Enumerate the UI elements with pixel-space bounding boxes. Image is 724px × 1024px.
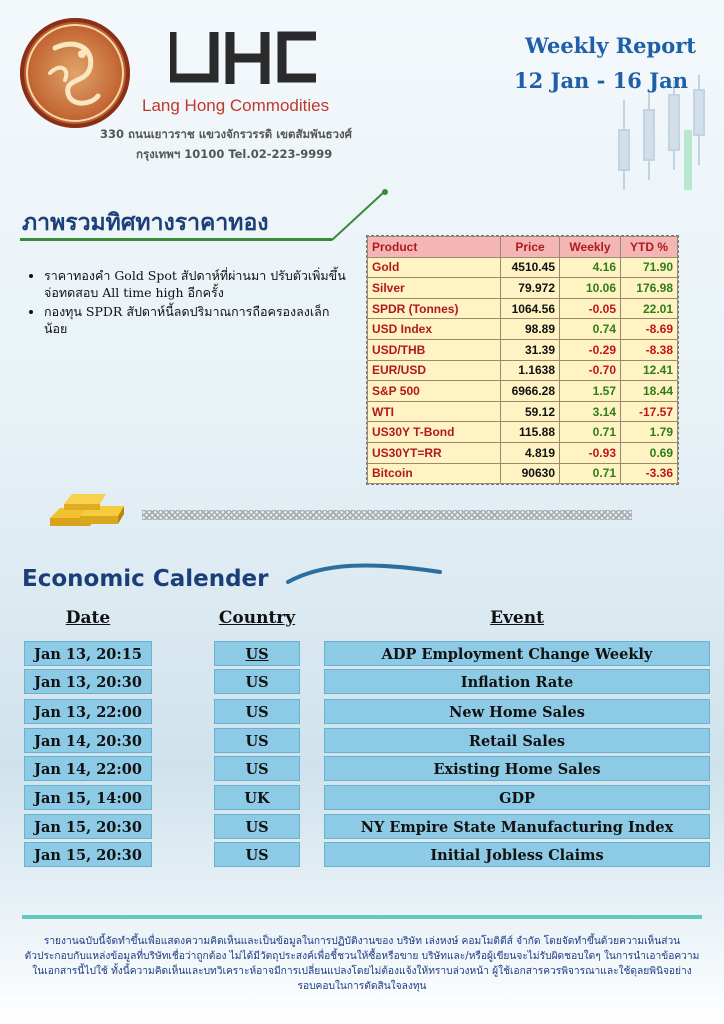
price-value: 98.89: [501, 319, 560, 340]
weekly-change: -0.70: [560, 360, 621, 381]
price-row: [368, 360, 678, 381]
calendar-country: US: [214, 641, 300, 666]
price-value: 115.88: [501, 422, 560, 443]
ytd-change: -3.36: [621, 463, 678, 484]
calendar-date: Jan 14, 22:00: [24, 756, 152, 781]
ytd-change: -8.69: [621, 319, 678, 340]
bullet-spdr: • กองทุน SPDR สัปดาห์นี้ลดปริมาณการถือครองลงเล็กน้อย: [44, 304, 346, 338]
calendar-country: US: [214, 669, 300, 694]
address-line-1: 330 ถนนเยาวราช แขวงจักรวรรดิ เขตสัมพันธวงศ์: [100, 127, 352, 141]
product-name: S&P 500: [368, 381, 501, 402]
overview-bullets: [26, 268, 346, 340]
disclaimer: รายงานฉบับนี้จัดทำขึ้นเพื่อแสดงความคิดเห็นและเป็นข้อมูลในการปฏิบัติงานของ บริษัท เล่งหงษ์ คอมโมดิตีส์ จำกัด โดยจัดทำขึ้นด้วยความเห็นส่วนตัวประกอบกับแหล่งข้อมูลที่บริษัทเชื่อว่าถูกต้อง ไม่ได้มีวัตถุประสงค์เพื่อชี้ชวนให้ซื้อหรือขาย บริษัทและ/หรือผู้เขียนจะไม่รับผิดชอบใดๆ ในการนำเอาข้อความในเอกสารนี้ไปใช้ ทั้งนี้ความคิดเห็นและบทวิเคราะห์อาจมีการเปลี่ยนแปลงโดยไม่ต้องแจ้งให้ทราบล่วงหน้า ผู้ใช้เอกสารควรพิจารณาและใช้ดุลยพินิจอย่างรอบคอบในการตัดสินใจลงทุน: [24, 936, 700, 992]
calendar-date: Jan 13, 22:00: [24, 699, 152, 724]
overview-title: ภาพรวมทิศทางราคาทอง: [22, 209, 269, 236]
product-name: EUR/USD: [368, 360, 501, 381]
weekly-change: 3.14: [560, 401, 621, 422]
price-value: 31.39: [501, 339, 560, 360]
ytd-change: 12.41: [621, 360, 678, 381]
calendar-event: Retail Sales: [324, 728, 710, 753]
price-row: [368, 442, 678, 463]
price-value: 6966.28: [501, 381, 560, 402]
gold-bars-icon: [46, 488, 132, 530]
calendar-header-event: Event: [490, 608, 544, 628]
calendar-event: GDP: [324, 785, 710, 810]
price-row: [368, 278, 678, 299]
price-value: 4510.45: [501, 257, 560, 278]
header-price: Price: [501, 237, 560, 258]
product-name: WTI: [368, 401, 501, 422]
calendar-date: Jan 15, 20:30: [24, 842, 152, 867]
weekly-change: 10.06: [560, 278, 621, 299]
ytd-change: 18.44: [621, 381, 678, 402]
weekly-change: 0.71: [560, 463, 621, 484]
header-product: Product: [368, 237, 501, 258]
product-name: US30YT=RR: [368, 442, 501, 463]
weekly-change: 1.57: [560, 381, 621, 402]
price-row: [368, 422, 678, 443]
ytd-change: 22.01: [621, 298, 678, 319]
calendar-country: UK: [214, 785, 300, 810]
ytd-change: 0.69: [621, 442, 678, 463]
calendar-country: US: [214, 728, 300, 753]
company-seal-logo: [20, 18, 130, 128]
price-row: [368, 319, 678, 340]
calendar-country: US: [214, 699, 300, 724]
company-name: Lang Hong Commodities: [142, 96, 330, 115]
calendar-country: US: [214, 756, 300, 781]
calendar-header-country: Country: [218, 608, 296, 628]
report-dates: 12 Jan - 16 Jan: [513, 68, 688, 93]
price-row: [368, 381, 678, 402]
price-value: 1064.56: [501, 298, 560, 319]
ytd-change: -8.38: [621, 339, 678, 360]
calendar-date: Jan 13, 20:30: [24, 669, 152, 694]
calendar-event: New Home Sales: [324, 699, 710, 724]
decorative-wave: [284, 560, 444, 586]
header-ytd: YTD %: [621, 237, 678, 258]
report-title: Weekly Report: [525, 33, 696, 58]
ytd-change: 1.79: [621, 422, 678, 443]
calendar-country: US: [214, 814, 300, 839]
ytd-change: 71.90: [621, 257, 678, 278]
calendar-event: Inflation Rate: [324, 669, 710, 694]
header-weekly: Weekly: [560, 237, 621, 258]
product-name: USD/THB: [368, 339, 501, 360]
price-table-body: [368, 257, 678, 484]
price-value: 4.819: [501, 442, 560, 463]
weekly-change: -0.05: [560, 298, 621, 319]
price-table: [367, 236, 678, 484]
price-value: 59.12: [501, 401, 560, 422]
product-name: Bitcoin: [368, 463, 501, 484]
bullet-gold-spot: • ราคาทองคำ Gold Spot สัปดาห์ที่ผ่านมา ปรับตัวเพิ่มขึ้นจ่อทดสอบ All time high อีกครั้ง: [44, 268, 346, 302]
calendar-header-date: Date: [65, 608, 111, 628]
price-value: 79.972: [501, 278, 560, 299]
calendar-event: Existing Home Sales: [324, 756, 710, 781]
calendar-date: Jan 14, 20:30: [24, 728, 152, 753]
product-name: Silver: [368, 278, 501, 299]
calendar-event: NY Empire State Manufacturing Index: [324, 814, 710, 839]
title-underline: [20, 238, 332, 241]
divider-hatch: [142, 510, 632, 520]
price-row: [368, 339, 678, 360]
calendar-event: Initial Jobless Claims: [324, 842, 710, 867]
price-row: [368, 257, 678, 278]
weekly-change: -0.29: [560, 339, 621, 360]
ytd-change: 176.98: [621, 278, 678, 299]
product-name: Gold: [368, 257, 501, 278]
price-table-header-row: [368, 237, 678, 258]
calendar-date: Jan 15, 20:30: [24, 814, 152, 839]
address-line-2: กรุงเทพฯ 10100 Tel.02-223-9999: [136, 147, 333, 161]
product-name: USD Index: [368, 319, 501, 340]
weekly-change: -0.93: [560, 442, 621, 463]
weekly-change: 0.71: [560, 422, 621, 443]
calendar-title: Economic Calender: [22, 566, 269, 592]
calendar-country: US: [214, 842, 300, 867]
ytd-change: -17.57: [621, 401, 678, 422]
footer-line: [22, 915, 702, 919]
price-row: [368, 463, 678, 484]
calendar-date: Jan 13, 20:15: [24, 641, 152, 666]
weekly-change: 0.74: [560, 319, 621, 340]
calendar-event: ADP Employment Change Weekly: [324, 641, 710, 666]
price-value: 90630: [501, 463, 560, 484]
price-row: [368, 401, 678, 422]
price-table-frame: [366, 235, 679, 485]
price-value: 1.1638: [501, 360, 560, 381]
price-row: [368, 298, 678, 319]
product-name: SPDR (Tonnes): [368, 298, 501, 319]
uhc-logo: [170, 28, 320, 88]
weekly-change: 4.16: [560, 257, 621, 278]
calendar-date: Jan 15, 14:00: [24, 785, 152, 810]
product-name: US30Y T-Bond: [368, 422, 501, 443]
